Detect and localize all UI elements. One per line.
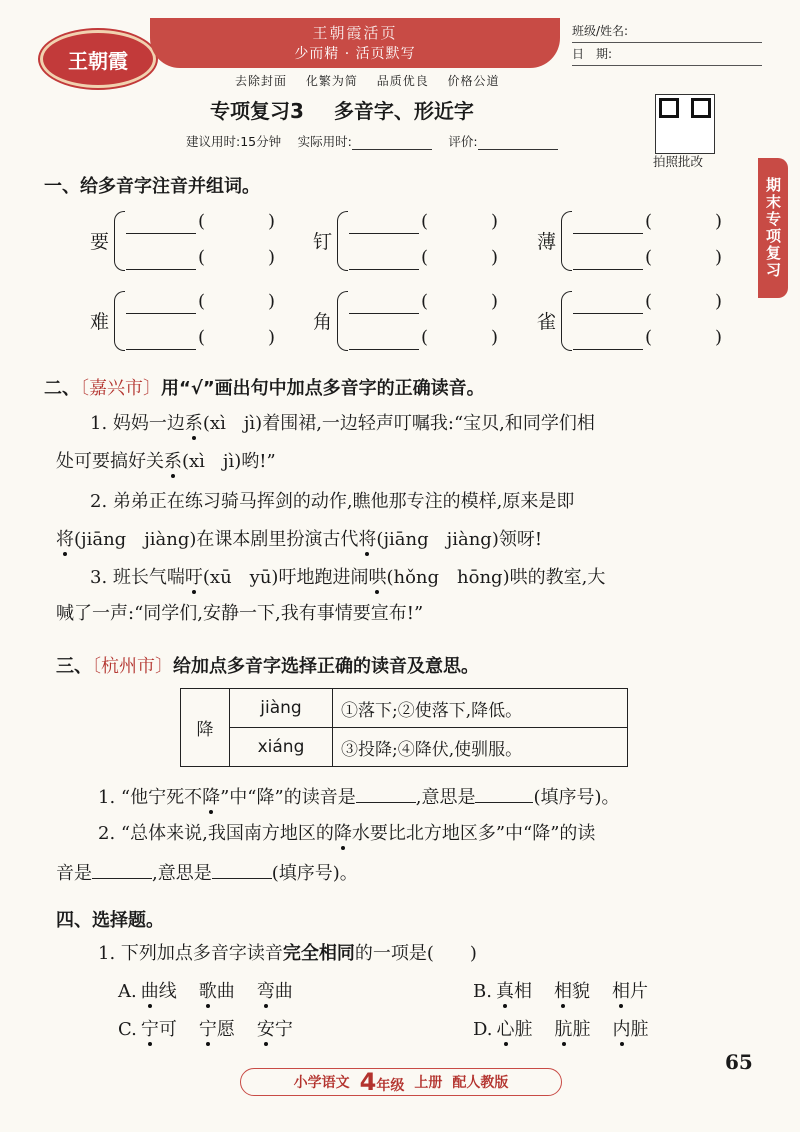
option-char: 曲: [274, 981, 293, 1002]
text[interactable]: (xì jì)着围裙,一边轻声叮嘱我:“宝贝,和同学们相: [202, 413, 595, 434]
option-C[interactable]: [118, 1020, 293, 1040]
motto: 去除封面: [235, 74, 288, 88]
s3-q2-line2: [56, 862, 358, 884]
word-blank[interactable]: [349, 233, 419, 234]
brace: [114, 291, 125, 351]
word-blank[interactable]: [573, 349, 643, 350]
brace: [114, 211, 125, 271]
section1-heading: 一、给多音字注音并组词。: [44, 176, 260, 197]
polyphone-group: [313, 205, 533, 275]
word-blank[interactable]: [573, 313, 643, 314]
polyphone-group: [537, 205, 757, 275]
section4-heading: 四、选择题。: [56, 910, 164, 931]
dotted-char: 将: [56, 529, 74, 550]
pinyin-paren-open: (: [198, 327, 206, 348]
dotted-char: 系: [184, 413, 203, 434]
word-blank[interactable]: [126, 349, 196, 350]
option-char: 弯: [256, 981, 275, 1002]
source-tag: 〔嘉兴市〕: [80, 378, 161, 399]
table-meaning: ③投降;④降伏,使驯服。: [333, 728, 628, 767]
section2-title: 用“√”画出句中加点多音字的正确读音。: [161, 378, 485, 399]
motto-bar: [235, 72, 514, 89]
s2-q2-line2: [56, 530, 542, 550]
option-word: [496, 981, 532, 1002]
brace: [337, 291, 348, 351]
pinyin-paren-close: ): [491, 291, 499, 312]
pinyin-paren-open: (: [645, 327, 653, 348]
pinyin-paren-open: (: [198, 211, 206, 232]
dotted-char: 降: [202, 787, 221, 808]
footer-badge: [240, 1068, 562, 1096]
text[interactable]: (xū yū)吁地跑进闹: [202, 567, 369, 588]
pinyin-paren-open: (: [421, 211, 429, 232]
word-blank[interactable]: [573, 269, 643, 270]
option-char: 曲: [216, 981, 235, 1002]
table-pinyin: xiáng: [230, 728, 333, 767]
suggested-time: 建议用时:15分钟: [186, 134, 282, 149]
option-char: 相: [513, 981, 532, 1002]
title-part: 专项复习3: [210, 99, 304, 123]
polyphone-group: [537, 285, 757, 355]
footer-term: 上册: [414, 1075, 443, 1091]
section3-title: 给加点多音字选择正确的读音及意思。: [173, 656, 479, 677]
pinyin-paren-close: ): [268, 211, 276, 232]
pinyin-paren-close: ): [715, 211, 723, 232]
section-prefix: 二、: [44, 378, 80, 399]
option-word: [497, 1019, 533, 1040]
class-name-field[interactable]: 班级/姓名:: [572, 20, 762, 43]
option-label: C.: [118, 1019, 137, 1040]
pronunciation-table: [180, 688, 628, 767]
option-label: A.: [118, 981, 137, 1002]
answer-blank[interactable]: [92, 862, 152, 879]
brace: [561, 211, 572, 271]
s4-q1: [98, 944, 477, 964]
dotted-char: 系: [164, 451, 182, 472]
option-char: 肮: [554, 1019, 573, 1040]
polyphone-group: [313, 285, 533, 355]
pinyin-paren-close: ): [268, 327, 276, 348]
answer-blank[interactable]: [475, 786, 533, 803]
pinyin-paren-open: (: [421, 247, 429, 268]
text[interactable]: (jiāng jiàng)在课本剧里扮演古代: [74, 529, 359, 550]
pinyin-paren-close: ): [491, 211, 499, 232]
option-word: [613, 1019, 649, 1040]
option-char: 愿: [216, 1019, 235, 1040]
actual-time-blank[interactable]: [352, 149, 432, 150]
publisher-logo: 王朝霞: [40, 30, 156, 88]
dotted-char: 将: [358, 529, 377, 550]
option-char: 貌: [571, 981, 590, 1002]
option-label: B.: [473, 981, 492, 1002]
text[interactable]: (xì jì)哟!”: [182, 451, 276, 472]
footer-edition: 配人教版: [452, 1075, 509, 1091]
option-char: 线: [158, 981, 177, 1002]
time-meta: [186, 132, 558, 150]
option-char: 曲: [140, 981, 159, 1002]
date-field[interactable]: 日 期:: [572, 43, 762, 66]
pinyin-paren-close: ): [268, 291, 276, 312]
pinyin-paren-close: ): [268, 247, 276, 268]
option-word: [199, 981, 235, 1002]
pinyin-paren-close: ): [715, 291, 723, 312]
polyphone-group: [90, 285, 310, 355]
option-char: 歌: [198, 981, 217, 1002]
s2-q3-line2: 喊了一声:“同学们,安静一下,我有事情要宣布!”: [56, 603, 424, 624]
answer-blank[interactable]: [212, 862, 272, 879]
actual-time-label: 实际用时:: [297, 134, 352, 149]
page-number: 65: [725, 1050, 753, 1074]
pinyin-paren-close: ): [715, 327, 723, 348]
footer-grade: 年级: [376, 1078, 405, 1094]
text: 水要比北方地区多”中“降”的读: [351, 823, 596, 844]
option-char: 内: [612, 1019, 631, 1040]
brace: [337, 211, 348, 271]
option-word: [257, 1019, 293, 1040]
s2-q3-line1: [90, 568, 605, 588]
text: 音是: [56, 863, 92, 884]
option-B[interactable]: [473, 982, 648, 1002]
s2-q1-line2: [56, 452, 276, 472]
page-title: [210, 95, 504, 124]
rating-label: 评价:: [448, 134, 478, 149]
emphasis: 完全相同: [282, 943, 355, 964]
table-row: [181, 728, 628, 767]
word-blank[interactable]: [126, 269, 196, 270]
footer-grade-num: 4: [359, 1068, 377, 1096]
student-info: [572, 20, 762, 66]
series-name: 王朝霞活页: [312, 24, 398, 42]
option-char: 相: [553, 981, 572, 1002]
pinyin-paren-close: ): [491, 327, 499, 348]
section3-heading: [56, 652, 479, 678]
section2-heading: [44, 374, 485, 400]
s2-q2-line1: 2. 弟弟正在练习骑马挥剑的动作,瞧他那专注的模样,原来是即: [90, 491, 575, 512]
polyphone-char: 要: [90, 231, 110, 253]
polyphone-group: [90, 205, 310, 275]
text[interactable]: (jiāng jiàng)领呀!: [376, 529, 543, 550]
text: 1. 下列加点多音字读音: [98, 943, 283, 964]
option-word: [141, 1019, 177, 1040]
header-banner: [150, 18, 560, 68]
polyphone-char: 钉: [313, 231, 333, 253]
text[interactable]: 的一项是( ): [354, 943, 477, 964]
option-char: 脏: [630, 1019, 649, 1040]
option-char: 安: [256, 1019, 275, 1040]
table-char: 降: [181, 689, 230, 767]
s3-q2-line1: [98, 824, 595, 844]
text: 1. “他宁死不: [98, 787, 203, 808]
option-word: [257, 981, 293, 1002]
option-word: [141, 981, 177, 1002]
section-prefix: 三、: [56, 656, 92, 677]
text: ”中“降”的读音是: [220, 787, 356, 808]
text: 处可要搞好关: [56, 451, 164, 472]
rating-blank[interactable]: [478, 149, 558, 150]
table-row: [181, 689, 628, 728]
option-char: 可: [158, 1019, 177, 1040]
option-word: [554, 981, 590, 1002]
pinyin-paren-open: (: [198, 291, 206, 312]
text[interactable]: (hǒng hōng)哄的教室,大: [386, 567, 606, 588]
option-char: 宁: [274, 1019, 293, 1040]
s3-q1: [98, 786, 620, 808]
footer-subject: 小学语文: [293, 1075, 350, 1091]
text: ,意思是: [415, 787, 476, 808]
side-tab: 期末专项复习: [758, 158, 788, 298]
option-word: [612, 981, 648, 1002]
option-char: 脏: [572, 1019, 591, 1040]
qr-code[interactable]: [655, 94, 715, 154]
word-blank[interactable]: [349, 349, 419, 350]
dotted-char: 降: [333, 823, 352, 844]
motto: 化繁为简: [305, 74, 358, 88]
polyphone-char: 角: [313, 311, 333, 333]
option-char: 片: [629, 981, 648, 1002]
option-word: [555, 1019, 591, 1040]
text: 3. 班长气喘: [90, 567, 185, 588]
dotted-char: 吁: [184, 567, 203, 588]
text: (填序号)。: [271, 863, 358, 884]
answer-blank[interactable]: [356, 786, 416, 803]
pinyin-paren-open: (: [645, 291, 653, 312]
polyphone-char: 难: [90, 311, 110, 333]
title-part: 多音字、形近字: [333, 99, 474, 123]
pinyin-paren-open: (: [645, 211, 653, 232]
word-blank[interactable]: [126, 233, 196, 234]
option-label: D.: [473, 1019, 493, 1040]
text: 2. “总体来说,我国南方地区的: [98, 823, 334, 844]
source-tag: 〔杭州市〕: [92, 656, 173, 677]
option-char: 宁: [198, 1019, 217, 1040]
text: 1. 妈妈一边: [90, 413, 185, 434]
pinyin-paren-open: (: [421, 327, 429, 348]
qr-label: 拍照批改: [653, 154, 704, 169]
polyphone-char: 薄: [537, 231, 557, 253]
option-D[interactable]: [473, 1020, 649, 1040]
s2-q1-line1: [90, 414, 595, 434]
motto: 品质优良: [376, 74, 429, 88]
dotted-char: 哄: [368, 567, 387, 588]
brace: [561, 291, 572, 351]
text: ,意思是: [152, 863, 212, 884]
table-pinyin: jiàng: [230, 689, 333, 728]
word-blank[interactable]: [349, 269, 419, 270]
table-meaning: ①落下;②使落下,降低。: [333, 689, 628, 728]
series-slogan: 少而精 · 活页默写: [294, 46, 416, 62]
word-blank[interactable]: [126, 313, 196, 314]
option-char: 宁: [140, 1019, 159, 1040]
pinyin-paren-open: (: [198, 247, 206, 268]
polyphone-char: 雀: [537, 311, 557, 333]
pinyin-paren-close: ): [715, 247, 723, 268]
text: (填序号)。: [533, 787, 620, 808]
word-blank[interactable]: [573, 233, 643, 234]
motto: 价格公道: [447, 74, 500, 88]
word-blank[interactable]: [349, 313, 419, 314]
pinyin-paren-open: (: [645, 247, 653, 268]
option-char: 相: [611, 981, 630, 1002]
option-char: 真: [495, 981, 514, 1002]
option-A[interactable]: [118, 982, 293, 1002]
pinyin-paren-close: ): [491, 247, 499, 268]
pinyin-paren-open: (: [421, 291, 429, 312]
option-char: 脏: [514, 1019, 533, 1040]
option-char: 心: [496, 1019, 515, 1040]
option-word: [199, 1019, 235, 1040]
